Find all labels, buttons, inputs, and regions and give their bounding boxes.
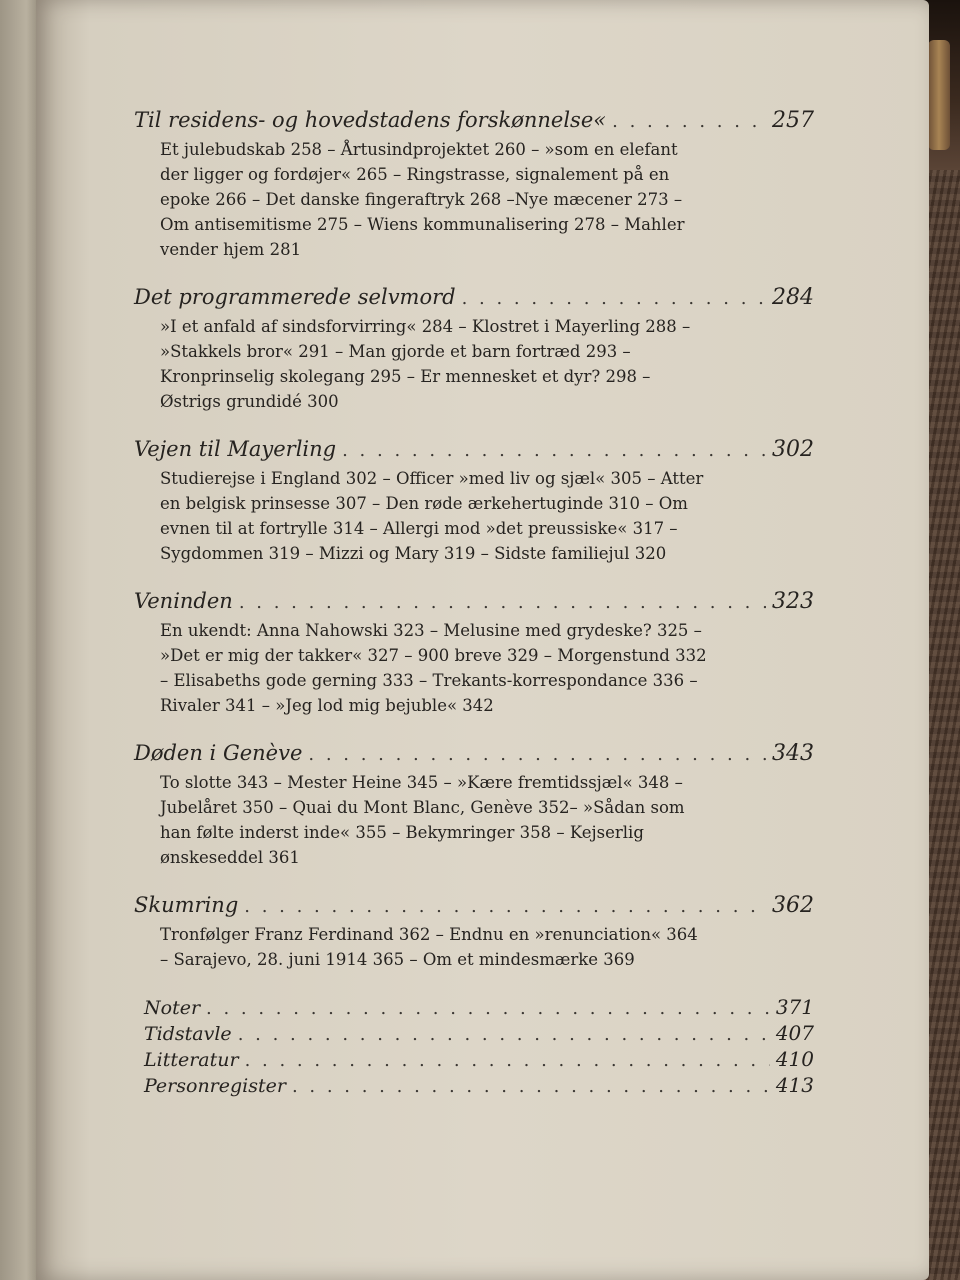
chapter-subsections xyxy=(160,618,814,718)
chapter-heading-row xyxy=(134,437,814,462)
dot-leader xyxy=(308,744,766,765)
dot-leader xyxy=(292,1075,770,1099)
wooden-object xyxy=(928,40,950,150)
subsection-line: Studierejse i England 302 – Officer »med liv og sjæl« 305 – Atter xyxy=(160,469,704,488)
chapter-heading-row xyxy=(134,741,814,766)
dot-leader xyxy=(239,592,766,613)
appendix-row xyxy=(144,995,814,1021)
subsection-line: Østrigs grundidé 300 xyxy=(160,392,339,411)
chapter-title: Veninden xyxy=(134,589,233,613)
chapter-page-number: 284 xyxy=(772,285,814,310)
chapter-page-number: 302 xyxy=(772,437,814,462)
subsection-line: ønskeseddel 361 xyxy=(160,848,300,867)
chapter-title: Vejen til Mayerling xyxy=(134,437,337,461)
appendix-page-number: 371 xyxy=(775,995,814,1019)
toc-chapter xyxy=(134,893,814,972)
subsection-line: To slotte 343 – Mester Heine 345 – »Kære fremtidssjæl« 348 – xyxy=(160,773,683,792)
chapter-subsections xyxy=(160,137,814,262)
chapter-heading-row xyxy=(134,589,814,614)
subsection-line: Tronfølger Franz Ferdinand 362 – Endnu en »renunciation« 364 xyxy=(160,925,698,944)
appendix-title: Noter xyxy=(144,997,201,1019)
chapter-page-number: 343 xyxy=(772,741,814,766)
dot-leader xyxy=(206,997,770,1021)
appendix-title: Personregister xyxy=(144,1075,286,1097)
chapter-subsections xyxy=(160,466,814,566)
subsection-line: Rivaler 341 – »Jeg lod mig bejuble« 342 xyxy=(160,696,494,715)
toc-chapter xyxy=(134,589,814,718)
subsection-line: Kronprinselig skolegang 295 – Er mennesket et dyr? 298 – xyxy=(160,367,651,386)
chapter-subsections xyxy=(160,770,814,870)
subsection-line: epoke 266 – Det danske fingeraftryk 268 –Nye mæcener 273 – xyxy=(160,190,683,209)
subsection-line: Et julebudskab 258 – Årtusindprojektet 260 – »som en elefant xyxy=(160,140,678,159)
chapter-page-number: 362 xyxy=(772,893,814,918)
dot-leader xyxy=(462,288,766,309)
chapter-heading-row xyxy=(134,285,814,310)
subsection-line: »I et anfald af sindsforvirring« 284 – Klostret i Mayerling 288 – xyxy=(160,317,691,336)
subsection-line: evnen til at fortrylle 314 – Allergi mod »det preussiske« 317 – xyxy=(160,519,678,538)
appendix-row xyxy=(144,1073,814,1099)
subsection-line: Jubelåret 350 – Quai du Mont Blanc, Genève 352– »Sådan som xyxy=(160,798,685,817)
appendix-page-number: 413 xyxy=(775,1073,814,1097)
dot-leader xyxy=(612,111,766,132)
toc-chapter xyxy=(134,285,814,414)
subsection-line: der ligger og fordøjer« 265 – Ringstrasse, signalement på en xyxy=(160,165,670,184)
appendix-list xyxy=(144,995,814,1099)
toc-chapter xyxy=(134,108,814,262)
chapter-heading-row xyxy=(134,893,814,918)
chapter-subsections xyxy=(160,922,814,972)
appendix-title: Tidstavle xyxy=(144,1023,232,1045)
appendix-row xyxy=(144,1047,814,1073)
dot-leader xyxy=(245,1049,770,1073)
chapter-title: Skumring xyxy=(134,893,239,917)
subsection-line: »Stakkels bror« 291 – Man gjorde et barn fortræd 293 – xyxy=(160,342,631,361)
subsection-line: »Det er mig der takker« 327 – 900 breve 329 – Morgenstund 332 xyxy=(160,646,707,665)
appendix-title: Litteratur xyxy=(144,1049,239,1071)
chapter-subsections xyxy=(160,314,814,414)
chapter-title: Døden i Genève xyxy=(134,741,303,765)
dot-leader xyxy=(244,896,766,917)
subsection-line: vender hjem 281 xyxy=(160,240,302,259)
dot-leader xyxy=(238,1023,770,1047)
chapter-page-number: 323 xyxy=(772,589,814,614)
book-page xyxy=(36,0,929,1280)
subsection-line: – Elisabeths gode gerning 333 – Trekants-korrespondance 336 – xyxy=(160,671,698,690)
subsection-line: en belgisk prinsesse 307 – Den røde ærkehertuginde 310 – Om xyxy=(160,494,688,513)
chapter-page-number: 257 xyxy=(772,108,814,133)
subsection-line: Om antisemitisme 275 – Wiens kommunalisering 278 – Mahler xyxy=(160,215,685,234)
appendix-page-number: 410 xyxy=(775,1047,814,1071)
table-of-contents xyxy=(134,108,814,1099)
chapter-title: Det programmerede selvmord xyxy=(134,285,456,309)
chapter-title: Til residens- og hovedstadens forskønnelse« xyxy=(134,108,607,132)
appendix-page-number: 407 xyxy=(775,1021,814,1045)
subsection-line: En ukendt: Anna Nahowski 323 – Melusine med grydeske? 325 – xyxy=(160,621,702,640)
toc-chapter xyxy=(134,437,814,566)
dot-leader xyxy=(342,440,766,461)
chapter-heading-row xyxy=(134,108,814,133)
appendix-row xyxy=(144,1021,814,1047)
subsection-line: han følte inderst inde« 355 – Bekymringer 358 – Kejserlig xyxy=(160,823,644,842)
toc-chapter xyxy=(134,741,814,870)
subsection-line: – Sarajevo, 28. juni 1914 365 – Om et mindesmærke 369 xyxy=(160,950,635,969)
subsection-line: Sygdommen 319 – Mizzi og Mary 319 – Sidste familiejul 320 xyxy=(160,544,667,563)
